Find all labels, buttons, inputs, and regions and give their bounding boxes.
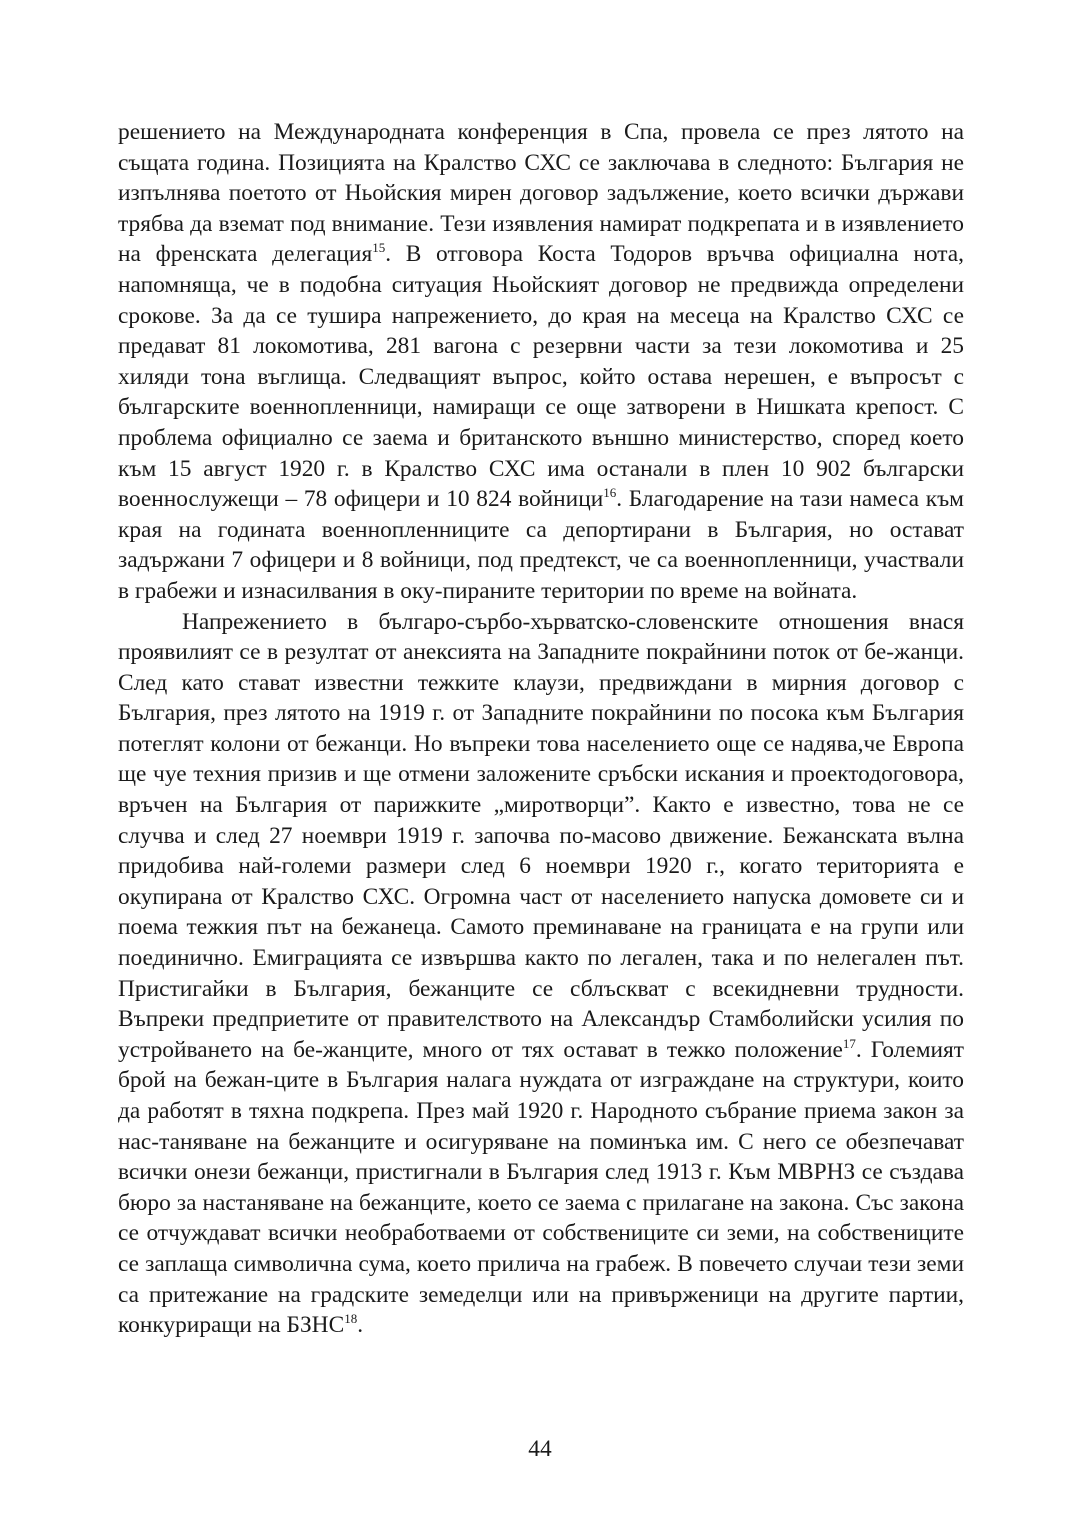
paragraph-1-text-a: решението на Международната конференция в Спа, провела се през лятото на същата година. Позицията на Кралство СХС се заключава в следното: България не изпълнява поетото от Ньойския мирен договор задължение, което всички държави трябва да вземат под внимание. Тези изявления намират подкрепата и в изявлението на френската делегация: [118, 119, 964, 268]
footnote-ref-16[interactable]: 16: [603, 485, 617, 501]
paragraph-1-text-c: . Благодарение на тази намеса към края на годината военнопленниците са депортирани в България, но остават задържани 7 офицери и 8 войници, под предтекст, че са военнопленници, участвали в грабежи и изнасилвания в оку-пираните територии по време на войната.: [118, 486, 964, 604]
footnote-ref-15[interactable]: 15: [372, 240, 386, 256]
paragraph-2: [118, 607, 964, 1341]
page-number: 44: [528, 1436, 552, 1462]
footnote-ref-18[interactable]: 18: [344, 1311, 358, 1327]
paragraph-2-text-b: . Големият брой на бежан-ците в България налага нуждата от изграждане на структури, които да работят в тяхна подкрепа. През май 1920 г. Народното събрание приема закон за нас-таняване на бежанците и осигуряване на поминъка им. С него се обезпечават всички онези бежанци, пристигнали в България след 1913 г. Към МВРНЗ се създава бюро за настаняване на бежанците, което се заема с прилагане на закона. Със закона се отчуждават всички необработваеми от собствениците си земи, на собствениците се заплаща символична сума, което прилича на грабеж. В повечето случаи тези земи са притежание на градските земеделци или на привърженици на другите партии, конкуриращи на БЗНС: [118, 1036, 964, 1339]
footnote-ref-17[interactable]: 17: [842, 1035, 856, 1051]
paragraph-2-text-c: .: [357, 1312, 364, 1339]
paragraph-1-text-b: . В отговора Коста Тодоров връчва официална нота, напомняща, че в подобна ситуация Ньойският договор не предвижда определени срокове. За да се тушира напрежението, до края на месеца на Кралство СХС се предават 81 локомотива, 281 вагона с резервни части за тези локомотива и 25 хиляди тона въглища. Следващият въпрос, който остава нерешен, е въпросът с българските военнопленници, намиращи се още затворени в Нишката крепост. С проблема официално се заема и британското външно министерство, според което към 15 август 1920 г. в Кралство СХС има останали в плен 10 902 български военнослужещи – 78 офицери и 10 824 войници: [118, 241, 965, 513]
paragraph-2-text-a: Напрежението в българо-сърбо-хърватско-словенските отношения внася проявилият се в резултат от анексията на Западните покрайнини поток от бе-жанци. След като стават известни тежките клаузи, предвиждани в мирния договор с България, през лятото на 1919 г. от Западните покрайнини по посока към България потеглят колони от бежанци. Но въпреки това населението още се надява,че Европа ще чуе техния призив и ще отмени заложените сръбски искания и проектодоговора, връчен на България от парижките „миротворци”. Както е известно, това не се случва и след 27 ноември 1919 г. започва по-масово движение. Бежанската вълна придобива най-големи размери след 6 ноември 1920 г., когато територията е окупирана от Кралство СХС. Огромна част от населението напуска домовете си и поема тежкия път на бежанеца. Самото преминаване на границата е на групи или поединично. Емиграцията се извършва както по легален, така и по нелегален път. Пристигайки в България, бежанците се сблъскват с всекидневни трудности. Въпреки предприетите от правителството на Александър Стамболийски усилия по устройването на бе-жанците, много от тях остават в тежко положение: [118, 608, 964, 1063]
paragraph-1: [118, 117, 964, 607]
page-body: [118, 117, 964, 1341]
